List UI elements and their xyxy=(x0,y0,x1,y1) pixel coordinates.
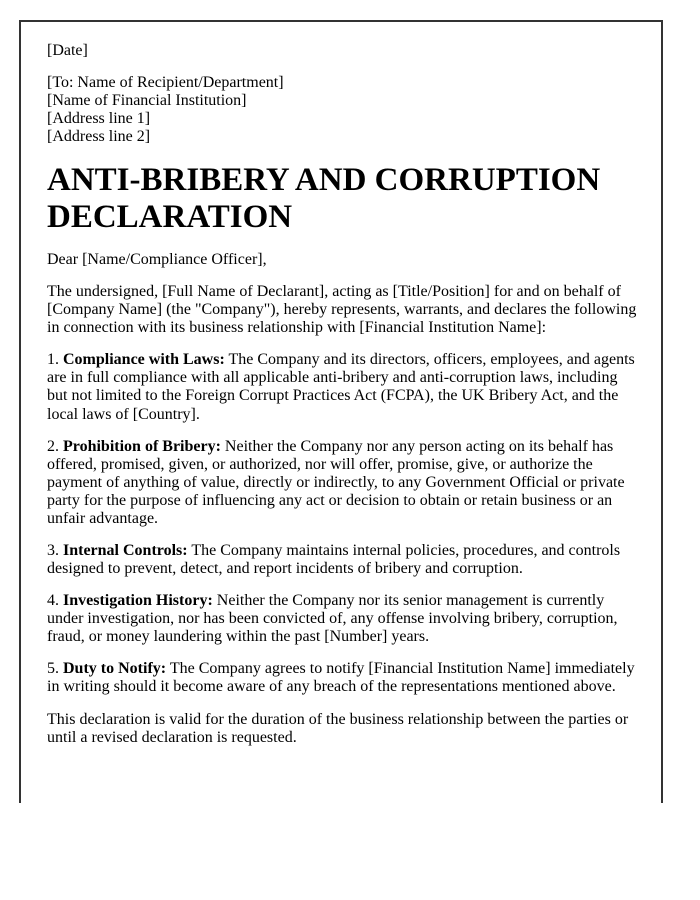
clause-number: 4. xyxy=(47,592,59,610)
clause-text: The Company and its directors, officers, employees, and agents are in full compliance with all applicable anti-bribery and anti-corruption laws, including but not limited to the Foreign Corrupt Practices Act (FCPA), the UK Bribery Act, and the local laws of [Country]. xyxy=(47,351,635,423)
clause-label: Prohibition of Bribery: xyxy=(63,437,221,455)
clause-label: Duty to Notify: xyxy=(63,660,167,678)
clause-prohibition-of-bribery xyxy=(47,438,641,528)
clause-label: Investigation History: xyxy=(63,592,213,610)
clause-number: 3. xyxy=(47,542,59,559)
recipient-line-to: [To: Name of Recipient/Department] xyxy=(47,74,284,92)
recipient-address-block xyxy=(47,74,641,146)
date-placeholder: [Date] xyxy=(47,42,88,59)
clause-text: Neither the Company nor its senior management is currently under investigation, nor has been convicted of, any offense involving bribery, corruption, fraud, or money laundering within the past [Number] years. xyxy=(47,592,618,646)
intro-paragraph: The undersigned, [Full Name of Declarant], acting as [Title/Position] for and on behalf of [Company Name] (the "Company"), hereby represents, warrants, and declares the following in connection with its business relationship with [Financial Institution Name]: xyxy=(47,283,637,337)
clause-compliance-with-laws xyxy=(47,351,641,423)
clause-internal-controls xyxy=(47,542,641,578)
clause-label: Internal Controls: xyxy=(63,542,188,559)
clause-text: The Company maintains internal policies, procedures, and controls designed to prevent, detect, and report incidents of bribery and corruption. xyxy=(47,542,621,578)
recipient-line-address-1: [Address line 1] xyxy=(47,110,151,128)
recipient-line-institution: [Name of Financial Institution] xyxy=(47,92,247,110)
clause-text: Neither the Company nor any person acting on its behalf has offered, promised, given, or authorized, nor will offer, promise, give, or authorize the payment of anything of value, directly or indirectly, to any Government Official or private party for the purpose of influencing any act or decision to obtain or retain business or an unfair advantage. xyxy=(47,437,625,527)
clause-duty-to-notify xyxy=(47,660,641,696)
letter-border-box xyxy=(19,20,663,803)
clause-number: 1. xyxy=(47,351,59,369)
clause-text: The Company agrees to notify [Financial Institution Name] immediately in writing should it become aware of any breach of the representations mentioned above. xyxy=(47,660,635,696)
salutation: Dear [Name/Compliance Officer], xyxy=(47,250,267,268)
clause-number: 2. xyxy=(47,437,59,455)
document-title: ANTI-BRIBERY AND CORRUPTION DECLARATION xyxy=(47,162,601,235)
clause-label: Compliance with Laws: xyxy=(63,351,225,369)
clause-number: 5. xyxy=(47,660,59,678)
recipient-line-address-2: [Address line 2] xyxy=(47,128,151,146)
clause-investigation-history xyxy=(47,592,641,646)
closing-paragraph: This declaration is valid for the duration of the business relationship between the parties or until a revised declaration is requested. xyxy=(47,710,629,746)
